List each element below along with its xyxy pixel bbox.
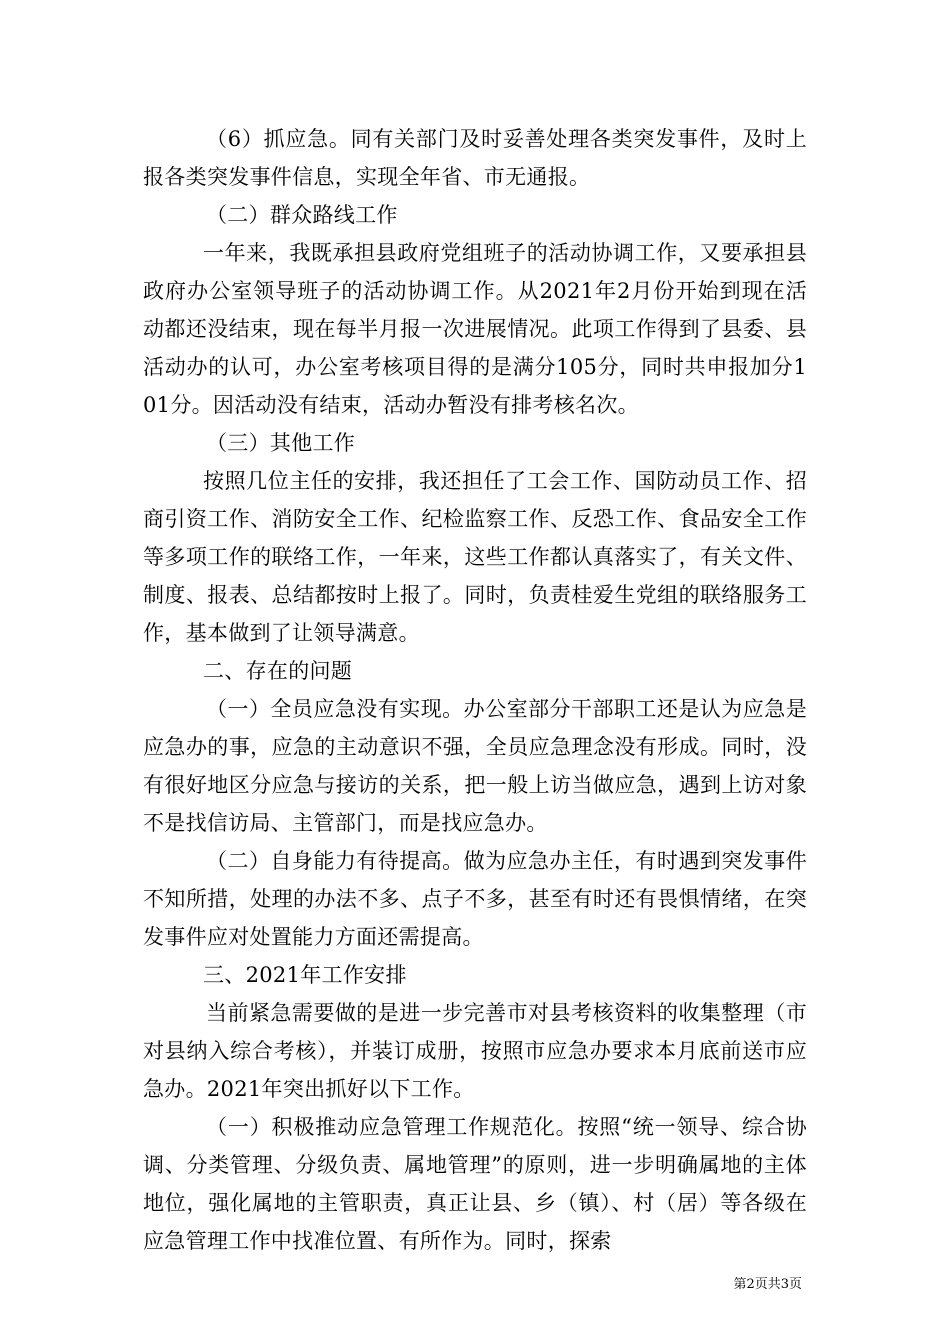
page-number: 第2页共3页 — [733, 1277, 802, 1292]
heading-work-plan: 三、2021年工作安排 — [203, 963, 407, 987]
paragraph-work-plan-1: （一）积极推动应急管理工作规范化。按照“统一领导、综合协调、分类管理、分级负责、属地管理”的原则，进一步明确属地的主体地位，强化属地的主管职责，真正让县、乡（镇）、村（居）等各级在应急管理工作中找准位置、有所作为。同时，探索 — [143, 1115, 807, 1253]
paragraph-problem-1: （一）全员应急没有实现。办公室部分干部职工还是认为应急是应急办的事，应急的主动意识不强，全员应急理念没有形成。同时，没有很好地区分应急与接访的关系，把一般上访当做应急，遇到上访对象不是找信访局、主管部门，而是找应急办。 — [143, 697, 807, 835]
heading-existing-problems: 二、存在的问题 — [203, 659, 353, 683]
paragraph-mass-line-work: 一年来，我既承担县政府党组班子的活动协调工作，又要承担县政府办公室领导班子的活动协调工作。从2021年2月份开始到现在活动都还没结束，现在每半月报一次进展情况。此项工作得到了县委、县活动办的认可，办公室考核项目得的是满分105分，同时共申报加分101分。因活动没有结束，活动办暂没有排考核名次。 — [143, 241, 807, 417]
paragraph-work-plan-intro: 当前紧急需要做的是进一步完善市对县考核资料的收集整理（市对县纳入综合考核），并装订成册，按照市应急办要求本月底前送市应急办。2021年突出抓好以下工作。 — [143, 1001, 807, 1101]
paragraph-problem-2: （二）自身能力有待提高。做为应急办主任，有时遇到突发事件不知所措，处理的办法不多、点子不多，甚至有时还有畏惧情绪，在突发事件应对处置能力方面还需提高。 — [143, 849, 807, 949]
heading-mass-line-work: （二）群众路线工作 — [206, 203, 398, 227]
paragraph-emergency-handling: （6）抓应急。同有关部门及时妥善处理各类突发事件，及时上报各类突发事件信息，实现全年省、市无通报。 — [143, 127, 807, 189]
heading-other-work: （三）其他工作 — [206, 431, 356, 455]
document-body — [143, 120, 807, 1260]
paragraph-other-work: 按照几位主任的安排，我还担任了工会工作、国防动员工作、招商引资工作、消防安全工作、纪检监察工作、反恐工作、食品安全工作等多项工作的联络工作，一年来，这些工作都认真落实了，有关文件、制度、报表、总结都按时上报了。同时，负责桂爱生党组的联络服务工作，基本做到了让领导满意。 — [143, 469, 807, 645]
